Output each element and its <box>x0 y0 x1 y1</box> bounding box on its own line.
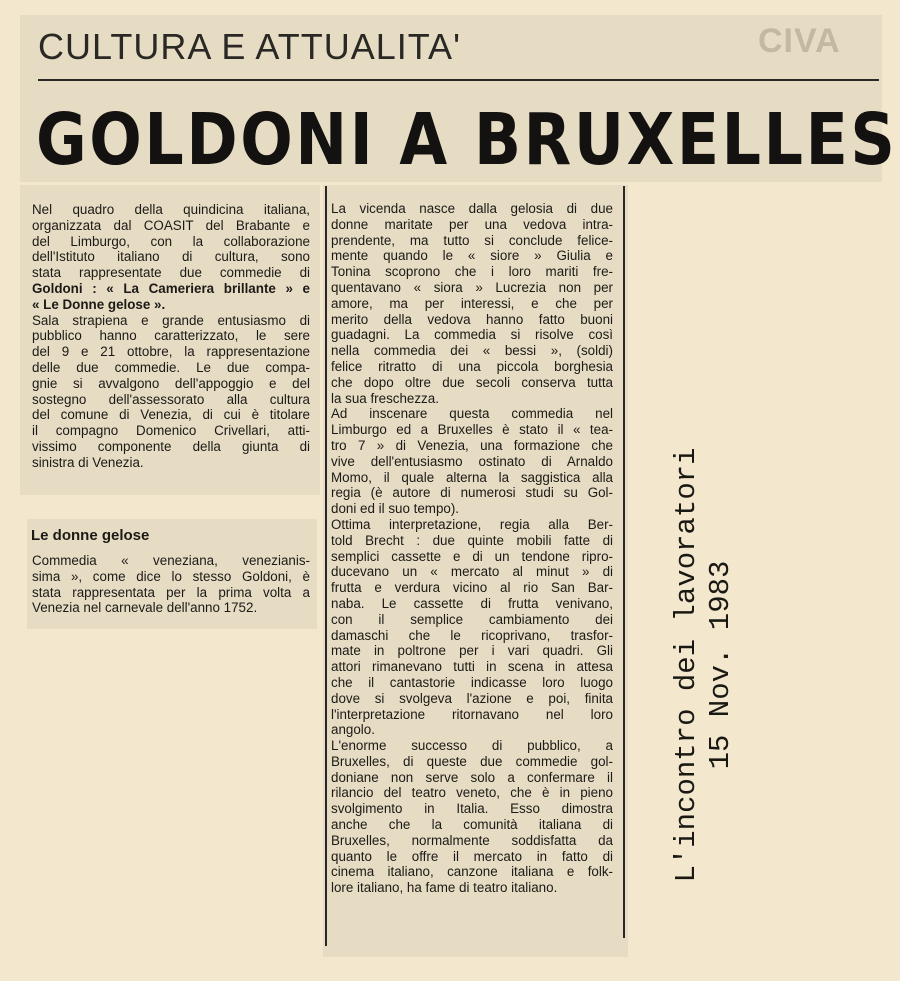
text-line: rilancio del teatro veneto, che è in pieno <box>331 785 613 801</box>
text-line: prendente, ma tutto si conclude felice- <box>331 232 613 248</box>
handwritten-caption <box>670 405 790 925</box>
text-line: Nel quadro della quindicina italiana, <box>32 202 310 217</box>
text-line: doniane non serve solo a confermare il <box>331 769 613 785</box>
text-line: L'enorme successo di pubblico, a <box>331 738 613 754</box>
text-line: del comune di Venezia, di cui è titolare <box>32 407 310 423</box>
text-line: damaschi che le ricoprivano, trasfor- <box>331 627 613 643</box>
bleed-through-text: CIVA <box>758 22 841 60</box>
text-line: Goldoni : « La Cameriera brillante » e <box>32 280 310 296</box>
text-line: vive dell'entusiasmo ostinato di Arnaldo <box>331 453 613 469</box>
text-line: dell'Istituto italiano di cultura, sono <box>32 249 310 265</box>
box-text <box>32 553 310 616</box>
text-line: sima », come dice lo stesso Goldoni, è <box>32 568 310 584</box>
text-line: cinema italiano, canzone italiana e folk- <box>331 864 613 880</box>
text-line: angolo. <box>331 722 375 738</box>
text-line: mate in poltrone per i vari quadri. Gli <box>331 643 613 659</box>
column-divider-left <box>325 186 327 946</box>
text-line: l'interpretazione ritornavano nel loro <box>331 706 613 722</box>
text-line: sostegno dell'assessorato alla cultura <box>32 391 310 407</box>
text-line: Limburgo ed a Bruxelles è stato il « tea- <box>331 422 613 438</box>
column-divider-right <box>623 186 625 938</box>
text-line: dove si svolgeva l'azione e poi, finita <box>331 690 613 706</box>
text-line: mente quando le « siore » Giulia e <box>331 248 613 264</box>
text-line: Momo, il quale alterna la saggistica alla <box>331 469 613 485</box>
text-line: « Le Donne gelose ». <box>32 296 166 312</box>
right-column-text <box>331 201 613 896</box>
text-line: stata rappresentate due commedie di <box>32 265 310 281</box>
text-line: ducevano un « mercato al minut » di <box>331 564 613 580</box>
text-line: semplici cassette e di un tendone ripro- <box>331 548 613 564</box>
text-line: quanto le offre il mercato in fatto di <box>331 848 613 864</box>
text-line: Tonina scoprono che i loro mariti fre- <box>331 264 613 280</box>
text-line: sinistra di Venezia. <box>32 454 144 470</box>
text-line: La vicenda nasce dalla gelosia di due <box>331 201 613 216</box>
text-line: doni ed il suo tempo). <box>331 501 460 517</box>
text-line: svolgimento in Italia. Esso dimostra <box>331 801 613 817</box>
text-line: told Brecht : due quinte mobili fatte di <box>331 532 613 548</box>
text-line: gnie si avvalgono dell'appoggio e del <box>32 375 310 391</box>
text-line: pubblico hanno caratterizzato, le sere <box>32 328 310 344</box>
text-line: quentavano « siora » Lucrezia non per <box>331 279 613 295</box>
text-line: Bruxelles, di queste due commedie gol- <box>331 753 613 769</box>
text-line: attori rimanevano tutti in scena in attesa <box>331 659 613 675</box>
text-line: con il semplice cambiamento dei <box>331 611 613 627</box>
text-line: Venezia nel carnevale dell'anno 1752. <box>32 600 258 616</box>
text-line: anche che la comunità italiana di <box>331 817 613 833</box>
text-line: donne maritate per una vedova intra- <box>331 216 613 232</box>
section-title: CULTURA E ATTUALITA' <box>38 26 461 67</box>
text-line: naba. Le cassette di frutta venivano, <box>331 595 613 611</box>
text-line: merito della vedova hanno fatto buoni <box>331 311 613 327</box>
text-line: regia (è autore di numerosi studi su Gol- <box>331 485 613 501</box>
text-line: il compagno Domenico Crivellari, atti- <box>32 423 310 439</box>
left-column-text <box>32 202 310 471</box>
text-line: nella commedia dei « bessi », (soldi) <box>331 343 613 359</box>
text-line: vissimo componente della giunta di <box>32 438 310 454</box>
text-line: Ottima interpretazione, regia alla Ber- <box>331 516 613 532</box>
text-line: del 9 e 21 ottobre, la rappresentazione <box>32 344 310 360</box>
text-line: che dopo oltre due secoli conserva tutta <box>331 374 613 390</box>
text-line: felice ritratto di una piccola borghesia <box>331 358 613 374</box>
box-title: Le donne gelose <box>31 527 150 544</box>
text-line: delle due commedie. Le due compa- <box>32 359 310 375</box>
text-line: la sua freschezza. <box>331 390 439 406</box>
text-line: del Limburgo, con la collaborazione <box>32 233 310 249</box>
text-line: guadagni. La commedia si risolve così <box>331 327 613 343</box>
text-line: Bruxelles, normalmente soddisfatta da <box>331 832 613 848</box>
caption-date: 15 Nov. 1983 <box>704 560 737 770</box>
section-rule <box>38 79 879 81</box>
text-line: stata rappresentata per la prima volta a <box>32 584 310 600</box>
text-line: lore italiano, ha fame di teatro italiano. <box>331 880 558 896</box>
text-line: Commedia « veneziana, venezianis- <box>32 553 310 568</box>
text-line: che il cantastorie indicasse loro luogo <box>331 674 613 690</box>
text-line: amore, ma per interessi, e che per <box>331 295 613 311</box>
text-line: Ad inscenare questa commedia nel <box>331 406 613 422</box>
text-line: tro 7 » di Venezia, una formazione che <box>331 437 613 453</box>
text-line: frutta e verdura vicino al rio San Bar- <box>331 580 613 596</box>
text-line: Sala strapiena e grande entusiasmo di <box>32 312 310 328</box>
caption-publication: L'incontro dei lavoratori <box>670 447 703 883</box>
text-line: organizzata dal COASIT del Brabante e <box>32 217 310 233</box>
headline: GOLDONI A BRUXELLES <box>36 98 898 181</box>
